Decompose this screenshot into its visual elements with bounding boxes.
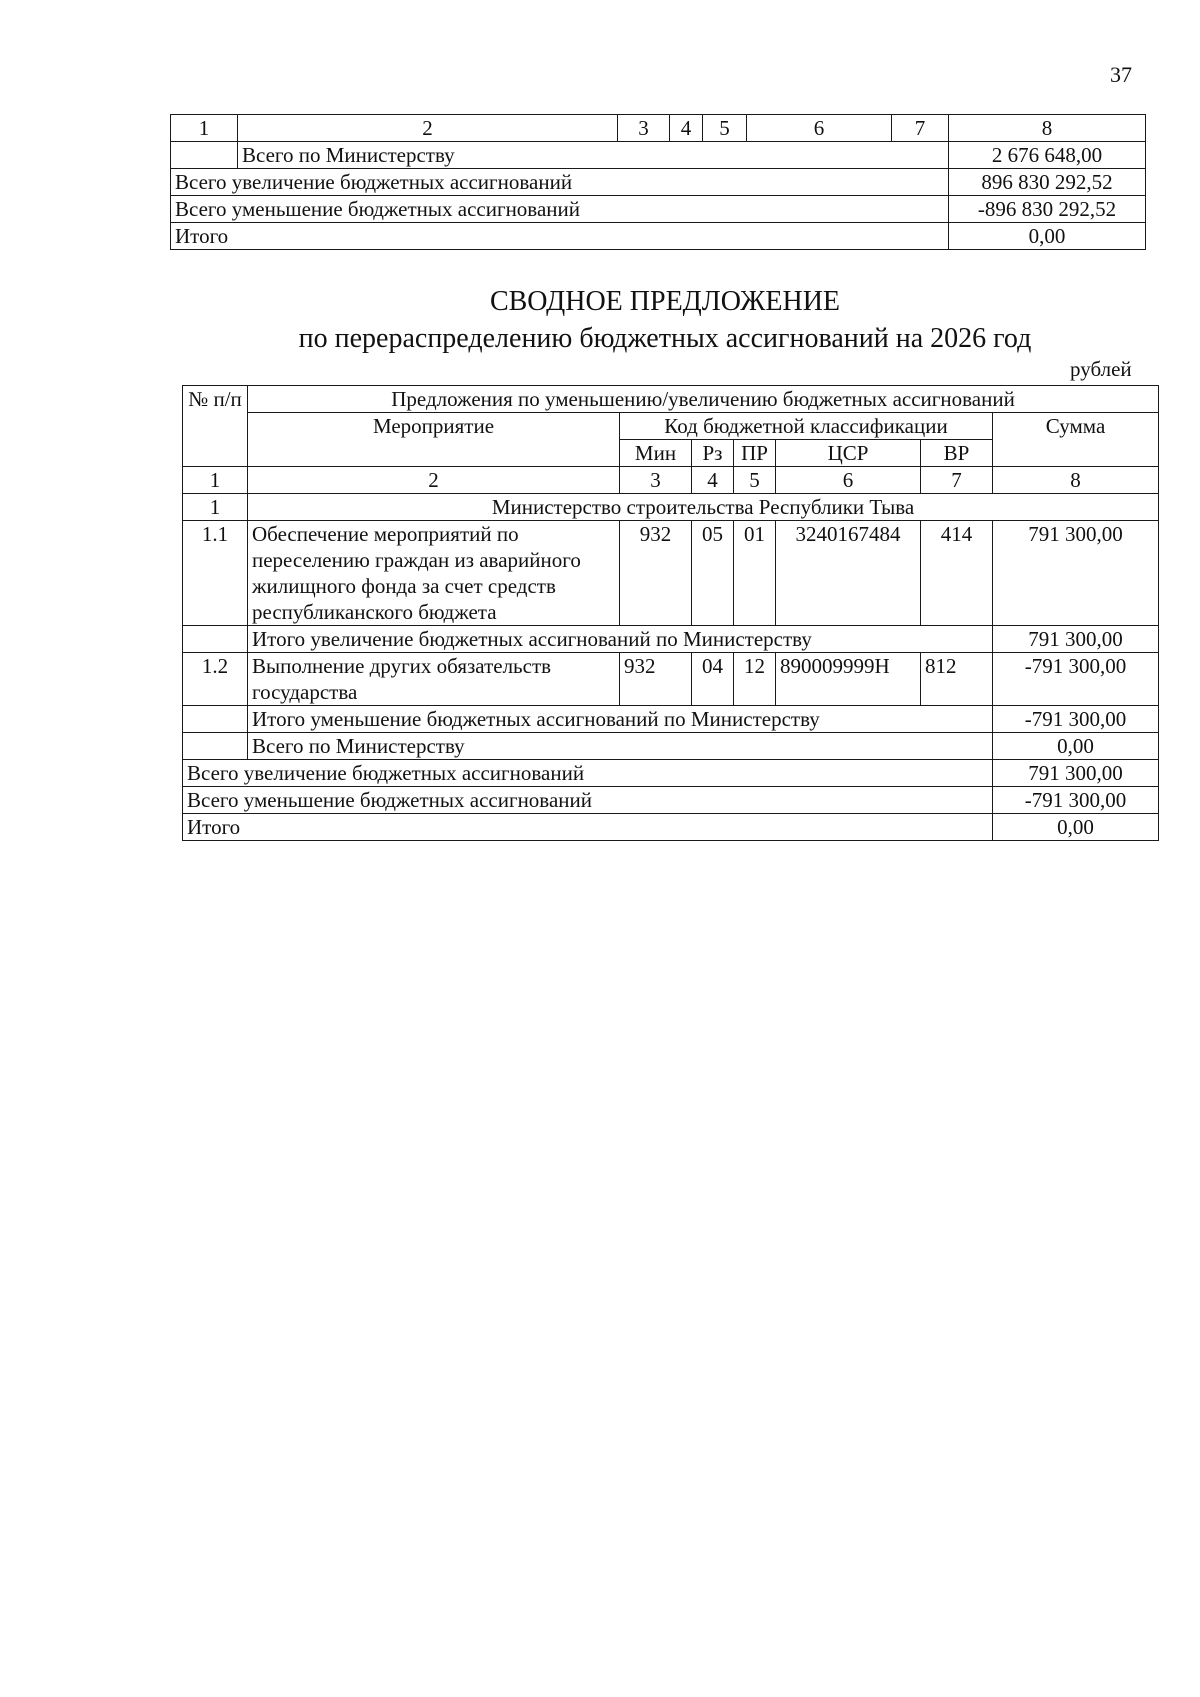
column-number: 5 — [703, 115, 747, 142]
subtotal-decrease-label: Итого уменьшение бюджетных ассигнований по Министерству — [248, 706, 993, 733]
decrease-total-label: Всего уменьшение бюджетных ассигнований — [171, 196, 949, 223]
grand-total-label: Итого — [171, 223, 949, 250]
min-cell: 932 — [620, 653, 692, 706]
column-number: 7 — [921, 467, 993, 494]
table-row — [171, 196, 1146, 223]
row-number: 1.1 — [183, 521, 248, 626]
grand-total-value: 0,00 — [949, 223, 1146, 250]
activity-header: Мероприятие — [248, 413, 620, 467]
activity-cell: Обеспечение мероприятий по переселению граждан из аварийного жилищного фонда за счет средств республиканского бюджета — [248, 521, 620, 626]
decrease-total-value: -791 300,00 — [993, 787, 1159, 814]
csr-cell: 890009999Н — [776, 653, 921, 706]
sum-header: Сумма — [993, 413, 1159, 467]
vr-cell: 414 — [921, 521, 993, 626]
rz-header: Рз — [692, 440, 734, 467]
ministry-total-label: Всего по Министерству — [248, 733, 993, 760]
section-number: 1 — [183, 494, 248, 521]
increase-total-value: 896 830 292,52 — [949, 169, 1146, 196]
min-header: Мин — [620, 440, 692, 467]
column-number: 1 — [171, 115, 238, 142]
vr-cell: 812 — [921, 653, 993, 706]
code-header: Код бюджетной классификации — [620, 413, 993, 440]
increase-total-label: Всего увеличение бюджетных ассигнований — [183, 760, 993, 787]
table-header-row — [171, 115, 1146, 142]
table-header-row — [183, 413, 1159, 440]
table-row — [171, 223, 1146, 250]
empty-cell — [183, 733, 248, 760]
column-number: 6 — [776, 467, 921, 494]
proposals-header: Предложения по уменьшению/увеличению бюджетных ассигнований — [248, 386, 1159, 413]
empty-cell — [183, 626, 248, 653]
pr-header: ПР — [734, 440, 776, 467]
table-row — [183, 521, 1159, 626]
min-cell: 932 — [620, 521, 692, 626]
column-number: 4 — [670, 115, 703, 142]
empty-cell — [183, 706, 248, 733]
vr-header: ВР — [921, 440, 993, 467]
table-row — [183, 653, 1159, 706]
column-number-row — [183, 467, 1159, 494]
table-row — [171, 169, 1146, 196]
sum-cell: -791 300,00 — [993, 653, 1159, 706]
column-number: 7 — [892, 115, 949, 142]
column-number: 1 — [183, 467, 248, 494]
empty-cell — [171, 142, 238, 169]
section-row — [183, 494, 1159, 521]
subtotal-row — [183, 706, 1159, 733]
units-label: рублей — [1070, 357, 1132, 381]
subtotal-increase-value: 791 300,00 — [993, 626, 1159, 653]
ministry-total-label: Всего по Министерству — [238, 142, 949, 169]
number-header: № п/п — [183, 386, 248, 467]
sum-cell: 791 300,00 — [993, 521, 1159, 626]
proposal-table — [182, 385, 1159, 841]
page-number: 37 — [1110, 62, 1132, 87]
subtotal-decrease-value: -791 300,00 — [993, 706, 1159, 733]
column-number: 8 — [949, 115, 1146, 142]
section-label: Министерство строительства Республики Тыва — [248, 494, 1159, 521]
rz-cell: 04 — [692, 653, 734, 706]
total-row — [183, 760, 1159, 787]
increase-total-value: 791 300,00 — [993, 760, 1159, 787]
document-title: СВОДНОЕ ПРЕДЛОЖЕНИЕ — [489, 286, 841, 317]
continuation-table — [170, 114, 1146, 250]
total-row — [183, 787, 1159, 814]
column-number: 3 — [618, 115, 670, 142]
csr-header: ЦСР — [776, 440, 921, 467]
grand-total-label: Итого — [183, 814, 993, 841]
pr-cell: 01 — [734, 521, 776, 626]
decrease-total-value: -896 830 292,52 — [949, 196, 1146, 223]
increase-total-label: Всего увеличение бюджетных ассигнований — [171, 169, 949, 196]
column-number: 8 — [993, 467, 1159, 494]
ministry-total-value: 2 676 648,00 — [949, 142, 1146, 169]
column-number: 2 — [248, 467, 620, 494]
ministry-total-value: 0,00 — [993, 733, 1159, 760]
column-number: 2 — [238, 115, 618, 142]
row-number: 1.2 — [183, 653, 248, 706]
decrease-total-label: Всего уменьшение бюджетных ассигнований — [183, 787, 993, 814]
table-row — [171, 142, 1146, 169]
subtotal-row — [183, 626, 1159, 653]
csr-cell: 3240167484 — [776, 521, 921, 626]
document-subtitle: по перераспределению бюджетных ассигнований на 2026 год — [298, 323, 1032, 354]
subtotal-row — [183, 733, 1159, 760]
table-header-row — [183, 386, 1159, 413]
rz-cell: 05 — [692, 521, 734, 626]
column-number: 3 — [620, 467, 692, 494]
column-number: 6 — [747, 115, 892, 142]
activity-cell: Выполнение других обязательств государства — [248, 653, 620, 706]
pr-cell: 12 — [734, 653, 776, 706]
column-number: 4 — [692, 467, 734, 494]
subtotal-increase-label: Итого увеличение бюджетных ассигнований по Министерству — [248, 626, 993, 653]
total-row — [183, 814, 1159, 841]
grand-total-value: 0,00 — [993, 814, 1159, 841]
column-number: 5 — [734, 467, 776, 494]
